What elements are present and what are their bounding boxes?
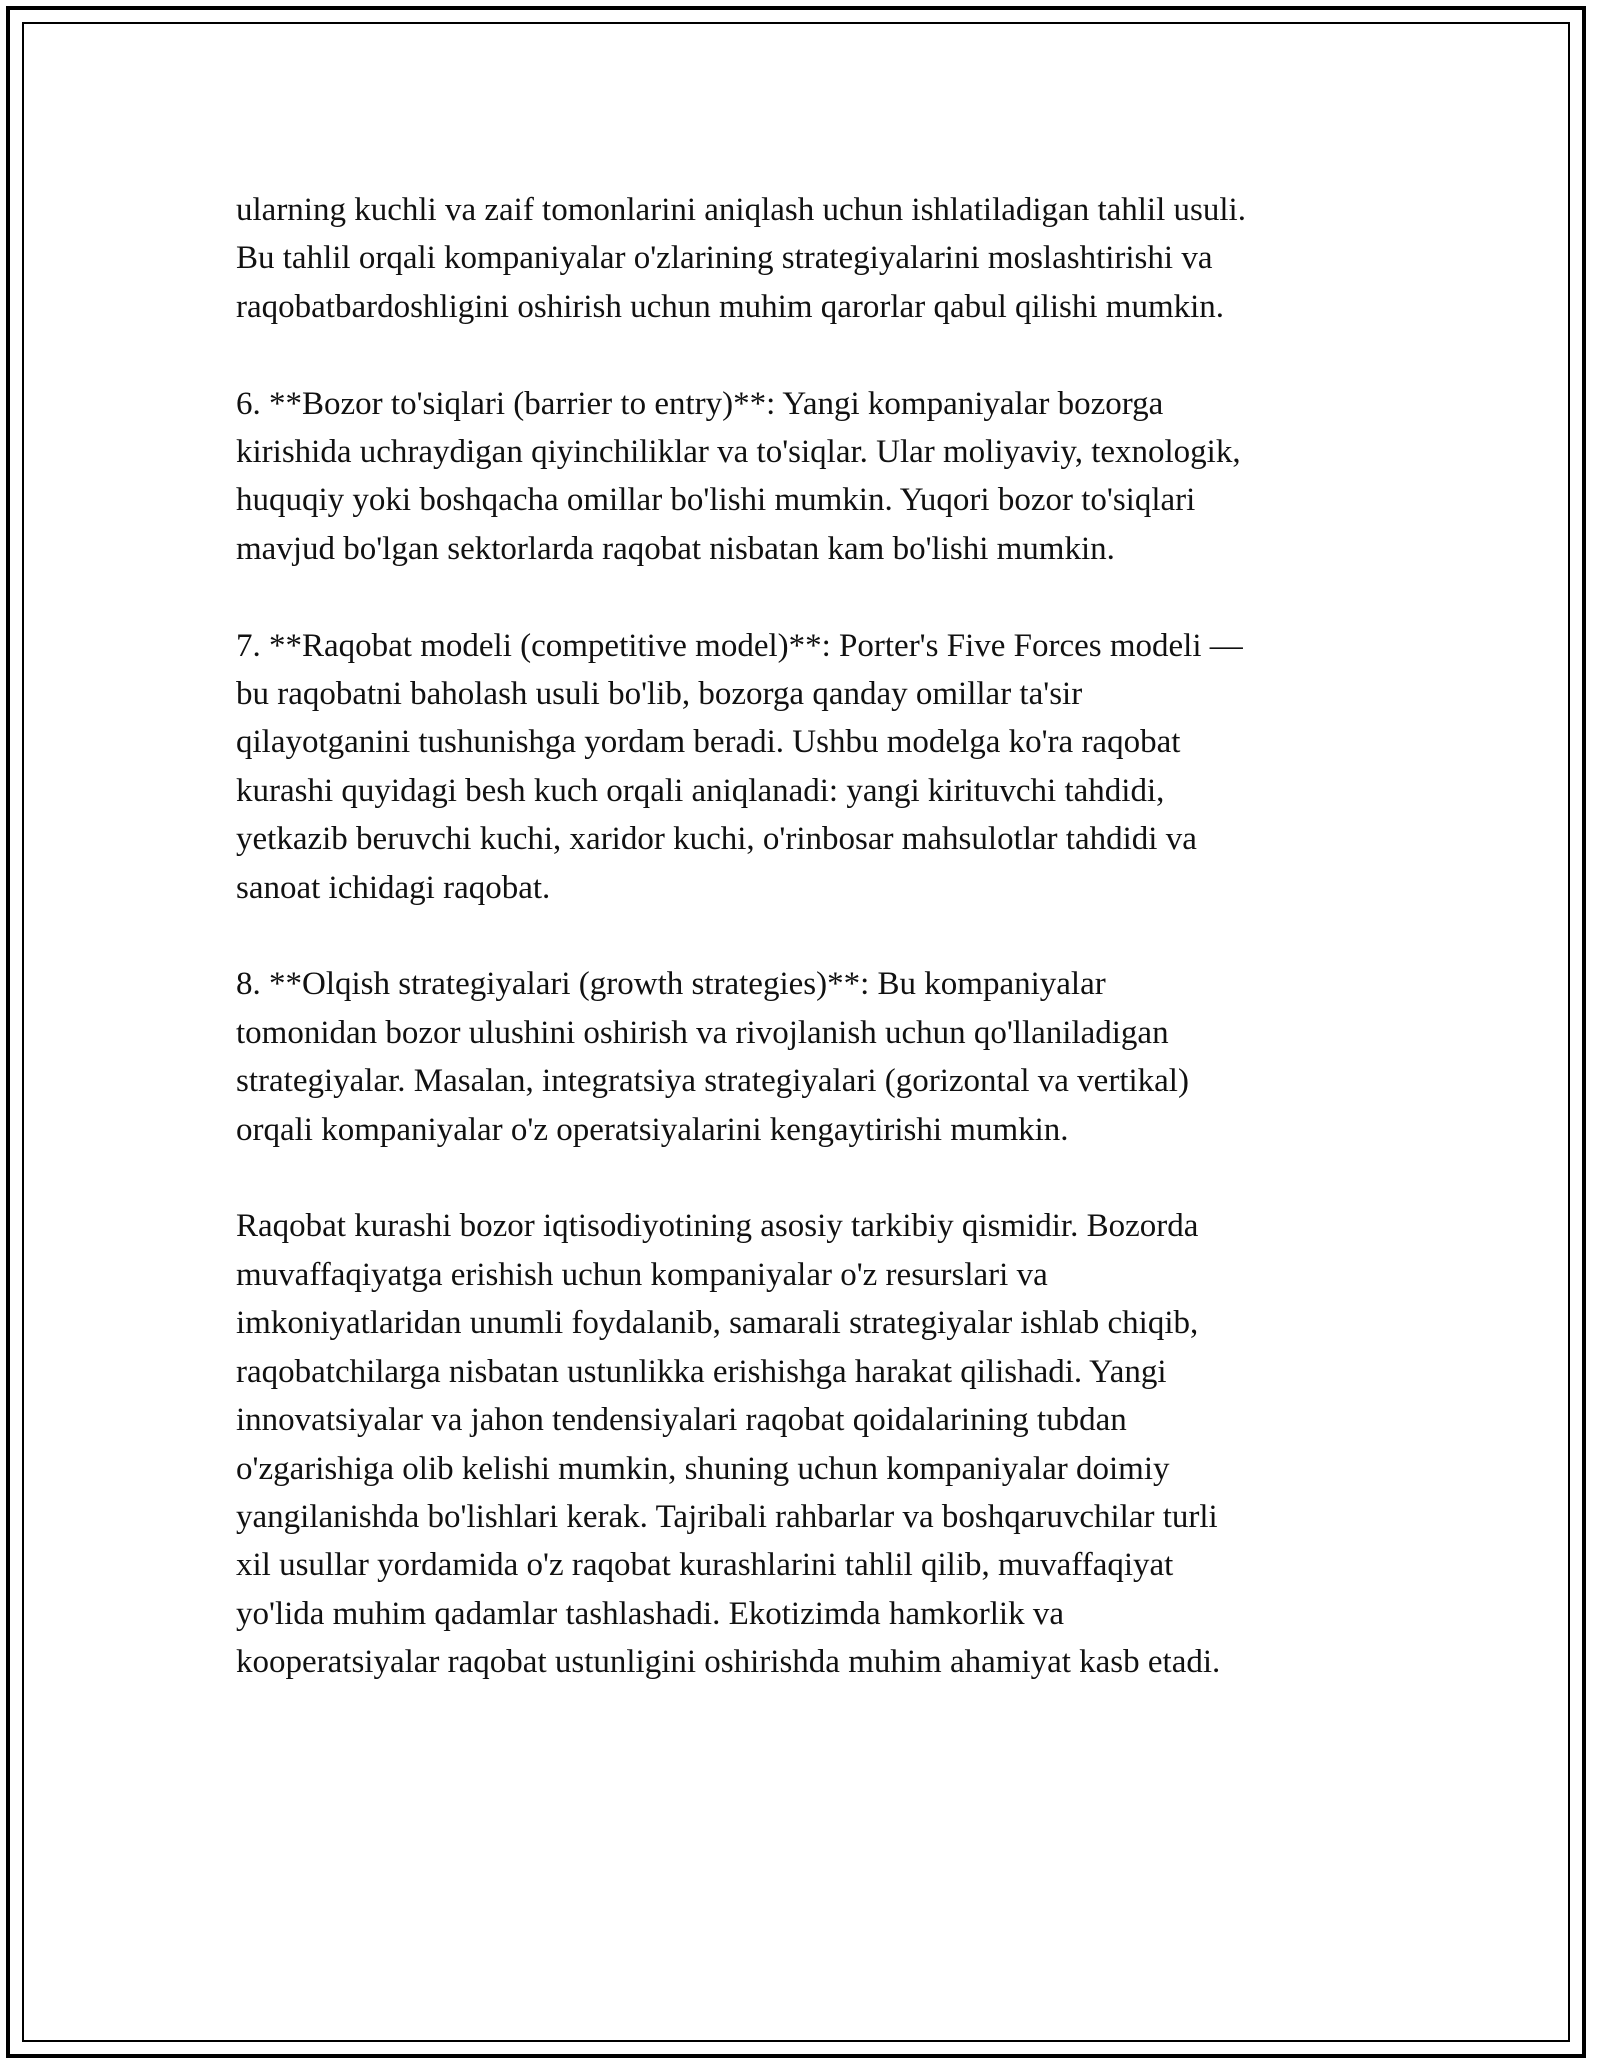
paragraph-swot-continuation: ularning kuchli va zaif tomonlarini aniqlash uchun ishlatiladigan tahlil usuli. Bu tahlil orqali kompaniyalar o'zlarining strategiyalarini moslashtirishi va raqobatbardoshligini oshirish uchun muhim qarorlar qabul qilishi mumkin.	[236, 192, 1246, 325]
paragraph-barrier-to-entry: 6. **Bozor to'siqlari (barrier to entry)**: Yangi kompaniyalar bozorga kirishida uchraydigan qiyinchiliklar va to'siqlar. Ular moliyaviy, texnologik, huquqiy yoki boshqacha omillar bo'lishi mumkin. Yuqori bozor to'siqlari mavjud bo'lgan sektorlarda raqobat nisbatan kam bo'lishi mumkin.	[236, 385, 1241, 567]
paragraph-growth-strategies: 8. **Olqish strategiyalari (growth strategies)**: Bu kompaniyalar tomonidan bozor ulushini oshirish va rivojlanish uchun qo'llaniladigan strategiyalar. Masalan, integratsiya strategiyalari (gorizontal va vertikal) orqali kompaniyalar o'z operatsiyalarini kengaytirishi mumkin.	[236, 966, 1189, 1148]
paragraph-conclusion: Raqobat kurashi bozor iqtisodiyotining asosiy tarkibiy qismidir. Bozorda muvaffaqiyatga erishish uchun kompaniyalar o'z resurslari va imkoniyatlaridan unumli foydalanib, samarali strategiyalar ishlab chiqib, raqobatchilarga nisbatan ustunlikka erishishga harakat qilishadi. Yangi innovatsiyalar va jahon tendensiyalari raqobat qoidalarining tubdan o'zgarishiga olib kelishi mumkin, shuning uchun kompaniyalar doimiy yangilanishda bo'lishlari kerak. Tajribali rahbarlar va boshqaruvchilar turli xil usullar yordamida o'z raqobat kurashlarini tahlil qilib, muvaffaqiyat yo'lida muhim qadamlar tashlashadi. Ekotizimda hamkorlik va kooperatsiyalar raqobat ustunligini oshirishda muhim ahamiyat kasb etadi.	[236, 1208, 1221, 1681]
paragraph-competitive-model: 7. **Raqobat modeli (competitive model)**: Porter's Five Forces modeli — bu raqobatni baholash usuli bo'lib, bozorga qanday omillar ta'sir qilayotganini tushunishga yordam beradi. Ushbu modelga ko'ra raqobat kurashi quyidagi besh kuch orqali aniqlanadi: yangi kirituvchi tahdidi, yetkazib beruvchi kuchi, xaridor kuchi, o'rinbosar mahsulotlar tahdidi va sanoat ichidagi raqobat.	[236, 627, 1243, 906]
document-body	[236, 186, 1376, 1687]
